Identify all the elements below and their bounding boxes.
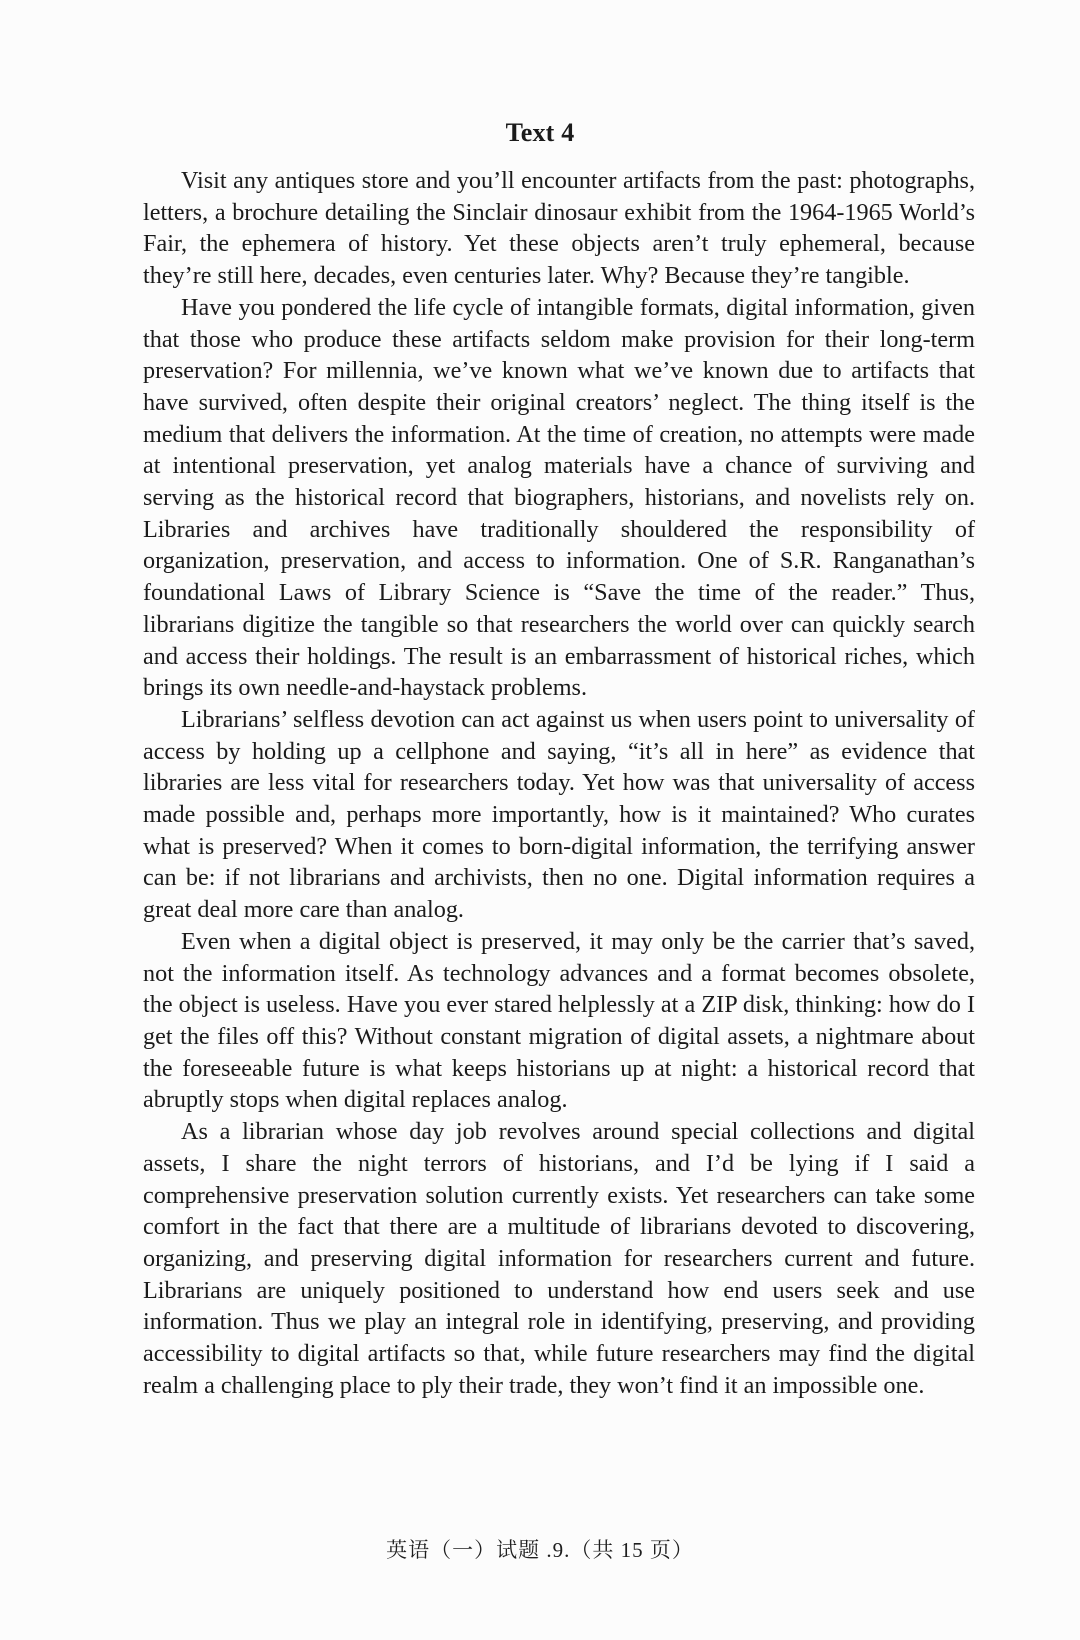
paragraph-2: Have you pondered the life cycle of intangible formats, digital information, given that those who produce these artifacts seldom make provision for their long-term preservation? For millennia, we’ve known what we’ve known due to artifacts that have survived, often despite their original creators’ neglect. The thing itself is the medium that delivers the information. At the time of creation, no attempts were made at intentional preservation, yet analog materials have a chance of surviving and serving as the historical record that biographers, historians, and novelists rely on. Libraries and archives have traditionally shouldered the responsibility of organization, preservation, and access to information. One of S.R. Ranganathan’s foundational Laws of Library Science is “Save the time of the reader.” Thus, librarians digitize the tangible so that researchers the world over can quickly search and access their holdings. The result is an embarrassment of historical riches, which brings its own needle-and-haystack problems. xyxy=(143,293,975,702)
section-title: Text 4 xyxy=(505,118,575,147)
paragraph-1: Visit any antiques store and you’ll encounter artifacts from the past: photographs, letters, a brochure detailing the Sinclair dinosaur exhibit from the 1964-1965 World’s Fair, the ephemera of history. Yet these objects aren’t truly ephemeral, because they’re still here, decades, even centuries later. Why? Because they’re tangible. xyxy=(143,167,975,290)
reading-passage xyxy=(143,165,975,1401)
page-footer: 英语（一）试题 .9.（共 15 页） xyxy=(386,1538,694,1562)
paragraph-4: Even when a digital object is preserved, it may only be the carrier that’s saved, not the information itself. As technology advances and a format becomes obsolete, the object is useless. Have you ever stared helplessly at a ZIP disk, thinking: how do I get the files off this? Without constant migration of digital assets, a nightmare about the foreseeable future is what keeps historians up at night: a historical record that abruptly stops when digital replaces analog. xyxy=(143,927,975,1114)
paragraph-5: As a librarian whose day job revolves around special collections and digital assets, I share the night terrors of historians, and I’d be lying if I said a comprehensive preservation solution currently exists. Yet researchers can take some comfort in the fact that there are a multitude of librarians devoted to discovering, organizing, and preserving digital information for researchers current and future. Librarians are uniquely positioned to understand how end users seek and use information. Thus we play an integral role in identifying, preserving, and providing accessibility to digital artifacts so that, while future researchers may find the digital realm a challenging place to ply their trade, they won’t find it an impossible one. xyxy=(143,1118,975,1399)
paragraph-3: Librarians’ selfless devotion can act against us when users point to universality of access by holding up a cellphone and saying, “it’s all in here” as evidence that libraries are less vital for researchers today. Yet how was that universality of access made possible and, perhaps more importantly, how is it maintained? Who curates what is preserved? When it comes to born-digital information, the terrifying answer can be: if not librarians and archivists, then no one. Digital information requires a great deal more care than analog. xyxy=(143,705,975,924)
